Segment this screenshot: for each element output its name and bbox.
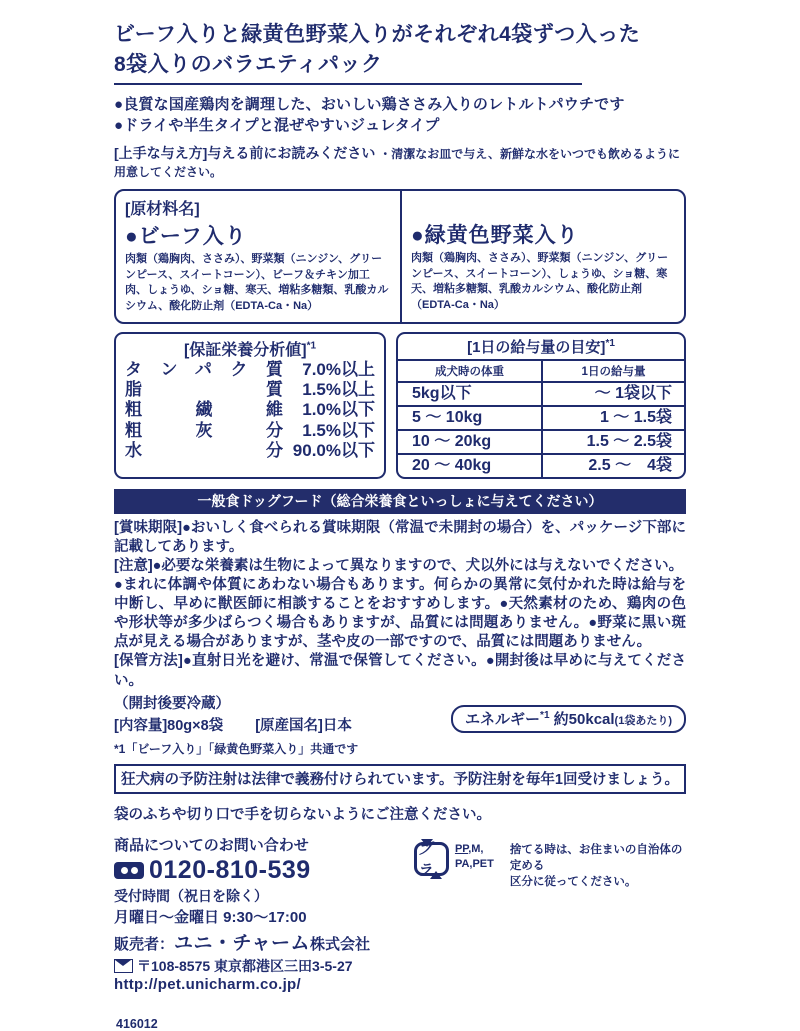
ingredients-beef-column	[116, 191, 400, 321]
feeding-col-amount: 1日の給与量	[541, 361, 684, 381]
ingredients-title: [原材料名]	[125, 201, 200, 219]
contents-line	[114, 714, 451, 735]
daily-feeding-table	[396, 332, 686, 479]
contact-info	[114, 834, 414, 993]
country-of-origin: [原産国名]日本	[255, 717, 352, 734]
feeding-amount: 1 ～ 1.5袋	[541, 407, 684, 429]
material-rest: ,M,	[468, 842, 484, 855]
analysis-label: タンパク質	[125, 359, 283, 379]
analysis-label: 脂質	[125, 379, 283, 399]
howto-note: ・清潔なお皿で与え、新鮮な水をいつでも飲めるように用意してください。	[114, 147, 680, 180]
analysis-label: 粗繊維	[125, 400, 283, 420]
veg-ingredients-text: 肉類（鶏胸肉、ささみ）、野菜類（ニンジン、グリーンピース、スイートコーン）、しょうゆ、ショ糖、寒天、増粘多糖類、乳酸カルシウム、酸化防止剤（EDTA-Ca・Na）	[411, 252, 669, 311]
refrigerate-note: （開封後要冷蔵）	[114, 695, 230, 712]
table-row	[398, 453, 684, 477]
net-content: [内容量]80g×8袋	[114, 717, 224, 734]
analysis-value: 1.5%以上	[302, 379, 375, 399]
analysis-value: 90.0%以下	[292, 441, 375, 461]
feeding-amount: 2.5 ～ 4袋	[541, 455, 684, 477]
website-url: http://pet.unicharm.co.jp/	[114, 975, 301, 993]
plastic-recycle-icon	[414, 840, 449, 879]
material-codes	[455, 842, 494, 872]
feeding-title-note: *1	[605, 337, 615, 349]
feeding-title	[398, 334, 684, 359]
analysis-value: 7.0%以上	[302, 359, 375, 379]
hours-label: 受付時間（祝日を除く）	[114, 887, 268, 904]
cut-hazard-warning: 袋のふちや切り口で手を切らないようにご注意ください。	[114, 806, 491, 823]
asterisk-footnote: *1「ビーフ入り」「緑黄色野菜入り」共通です	[114, 741, 359, 756]
business-hours: 月曜日～金曜日 9:30～17:00	[114, 908, 307, 926]
phone-row	[114, 856, 414, 885]
material-line2: PA,PET	[454, 857, 494, 870]
howto-label: [上手な与え方]与える前にお読みください	[114, 145, 376, 162]
analysis-row-protein	[125, 360, 375, 380]
energy-unit: (1袋あたり)	[614, 714, 672, 727]
analysis-row-fat	[125, 380, 375, 400]
freedial-phone-icon	[114, 862, 144, 879]
address-row	[114, 956, 414, 976]
energy-value: 約50kcal	[549, 710, 615, 728]
contents-left	[114, 691, 451, 735]
feeding-weight: 5kg以下	[412, 384, 472, 402]
product-code: 416012	[116, 1016, 158, 1031]
seller-line	[114, 928, 414, 955]
product-title-line1: ビーフ入りと緑黄色野菜入りがそれぞれ4袋ずつ入った	[114, 23, 641, 46]
analysis-title	[125, 337, 375, 360]
expiry-notice: [賞味期限]●おいしく食べられる賞味期限（常温で未開封の場合）を、パッケージ下部に記載してあります。	[114, 519, 686, 555]
analysis-value: 1.0%以下	[302, 400, 375, 420]
disposal-line1: 捨てる時は、お住まいの自治体の定める	[509, 843, 683, 872]
disposal-instructions	[510, 842, 686, 890]
energy-label: エネルギー	[465, 710, 541, 728]
analysis-row-fiber	[125, 400, 375, 420]
feeding-weight: 5 ～ 10kg	[412, 408, 483, 426]
analysis-label: 粗灰分	[125, 420, 283, 440]
analysis-row-ash	[125, 421, 375, 441]
seller-brand: ユニ・チャーム	[174, 932, 310, 954]
feeding-amount: 1.5 ～ 2.5袋	[541, 431, 684, 453]
food-category-bar: 一般食ドッグフード（総合栄養食といっしょに与えてください）	[114, 489, 686, 514]
feeding-weight: 10 ～ 20kg	[412, 432, 492, 450]
table-row	[398, 429, 684, 453]
beef-ingredients-text: 肉類（鶏胸肉、ささみ）、野菜類（ニンジン、グリーンピース、スイートコーン）、ビーフ＆チキン加工肉、しょうゆ、ショ糖、寒天、増粘多糖類、乳酸カルシウム、酸化防止剤（EDTA-Ca・Na）	[125, 253, 389, 312]
ingredients-veg-column	[400, 191, 684, 321]
energy-badge	[451, 705, 686, 733]
recycle-arrow-icon	[421, 839, 433, 847]
seller-label: 販売者：	[114, 935, 175, 953]
feeding-howto-line	[114, 143, 686, 180]
feeding-header-row	[398, 359, 684, 381]
contact-section	[114, 834, 686, 993]
recycle-arrow-icon	[430, 871, 442, 879]
beef-variant-heading: ●ビーフ入り	[125, 225, 247, 249]
recycle-row	[414, 842, 686, 890]
feeding-col-weight: 成犬時の体重	[435, 365, 504, 378]
rabies-vaccination-notice: 狂犬病の予防注射は法律で義務付けられています。予防注射を毎年1回受けましょう。	[114, 764, 686, 794]
envelope-icon	[114, 959, 133, 973]
feature-bullet-2: ●ドライや半生タイプと混ぜやすいジュレタイプ	[114, 117, 440, 135]
table-row	[398, 405, 684, 429]
product-title	[114, 20, 686, 80]
title-underline	[114, 83, 582, 85]
analysis-row-moisture	[125, 441, 375, 461]
caution-notice: [注意]●必要な栄養素は生物によって異なりますので、犬以外には与えないでください。	[114, 557, 684, 574]
postal-address: 〒108-8575 東京都港区三田3-5-27	[137, 957, 353, 974]
veg-variant-heading: ●緑黄色野菜入り	[411, 224, 579, 248]
feeding-title-text: [1日の給与量の目安]	[467, 338, 606, 356]
guaranteed-analysis-box	[114, 332, 386, 479]
ingredients-spacer	[411, 196, 675, 218]
contact-heading: 商品についてのお問い合わせ	[114, 836, 309, 854]
analysis-value: 1.5%以下	[302, 420, 375, 440]
contents-energy-row	[114, 691, 686, 735]
table-row	[398, 381, 684, 405]
disposal-line2: 区分に従ってください。	[509, 875, 637, 888]
recycle-section	[414, 834, 686, 993]
seller-suffix: 株式会社	[309, 935, 370, 953]
analysis-title-text: [保証栄養分析値]	[183, 341, 307, 359]
feature-bullet-1: ●良質な国産鶏肉を調理した、おいしい鶏ささみ入りのレトルトパウチです	[114, 95, 625, 113]
energy-note: *1	[540, 709, 550, 721]
feeding-amount: ～ 1袋以下	[541, 383, 684, 405]
ingredients-box	[114, 189, 686, 323]
storage-notice: [保管方法]●直射日光を避け、常温で保管してください。●開封後は早めに与えてください。	[114, 653, 686, 689]
product-label	[114, 0, 686, 1031]
analysis-label: 水分	[125, 441, 283, 461]
notices-block	[114, 519, 686, 691]
general-notice: ●まれに体調や体質にあわない場合もあります。何らかの異常に気付かれた時は給与を中断し、早めに獣医師に相談することをおすすめします。●天然素材のため、鶏肉の色や形状等が多少ばらつく場合もありますが、品質には問題ありません。●野菜に黒い斑点が見える場合がありますが、茎や皮の一部ですので、品質には問題ありません。	[114, 576, 686, 651]
pla-mark-text: プラ	[417, 840, 433, 879]
feeding-weight: 20 ～ 40kg	[412, 456, 492, 474]
tables-row	[114, 332, 686, 479]
analysis-title-note: *1	[306, 340, 317, 352]
material-main: PP	[454, 842, 469, 855]
phone-number: 0120-810-539	[149, 855, 311, 884]
product-title-line2: 8袋入りのバラエティパック	[114, 52, 383, 76]
